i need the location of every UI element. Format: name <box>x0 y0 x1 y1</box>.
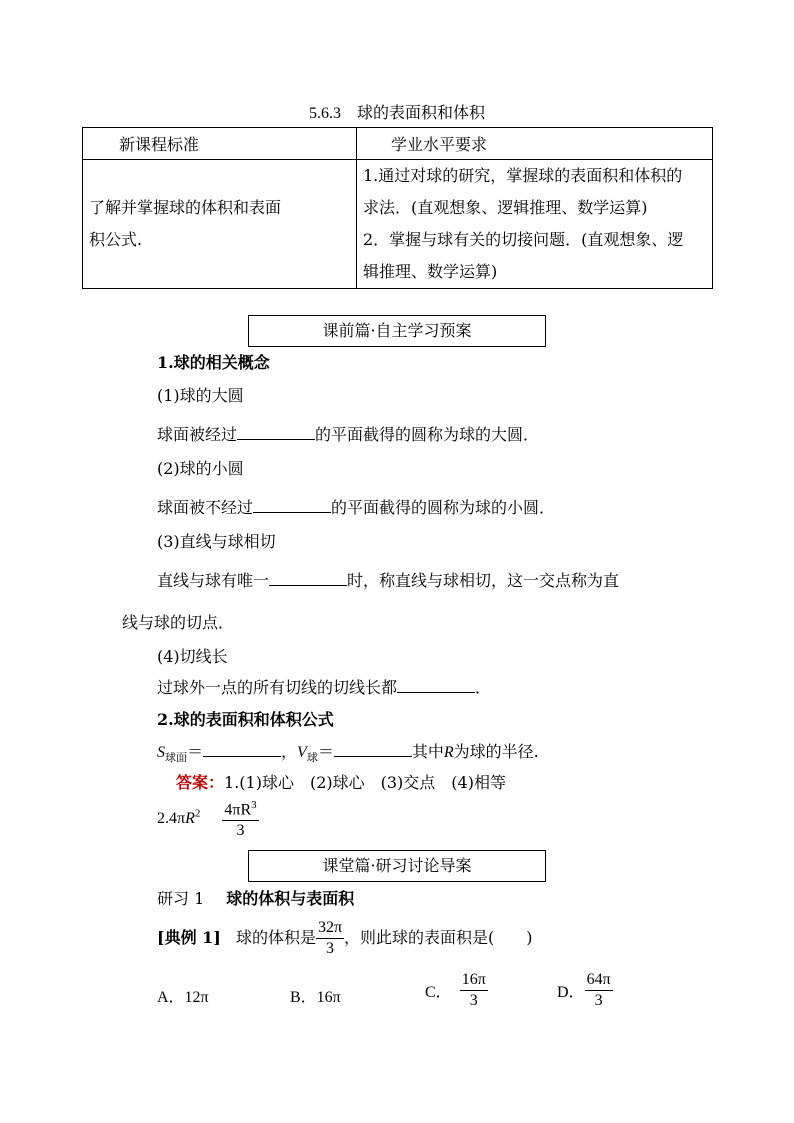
study-heading: 研习 1 球的体积与表面积 <box>157 889 355 908</box>
para-small-circle: 球面被不经过 的平面截得的圆称为球的小圆． <box>157 498 556 517</box>
heading-formulas: 2.球的表面积和体积公式 <box>157 710 334 729</box>
answer-formulas: $2.4\pi R^2$ $\frac{4\pi R^3}{3}$ <box>157 795 259 841</box>
label-small-circle: (2)球的小圆 <box>157 459 244 478</box>
example-question: [典例 1] 球的体积是 $\frac{32\pi}{3}$ ，则此球的表面积是( ) <box>157 919 533 957</box>
option-c: C． $\frac{16\pi}{3}$ <box>425 971 486 1009</box>
fill-blank <box>334 742 412 757</box>
para-tangent-length: 过球外一点的所有切线的切线长都 ． <box>157 678 492 697</box>
table-header-requirement: 学业水平要求 <box>357 128 713 160</box>
answer-line: 答案：1.(1)球心 (2)球心 (3)交点 (4)相等 <box>176 773 506 792</box>
heading-sphere-concepts: 1.球的相关概念 <box>157 353 270 372</box>
option-a: A．12π <box>157 989 209 1006</box>
para-tangent-line: 直线与球有唯一 时，称直线与球相切，这一交点称为直 <box>157 571 620 590</box>
table-cell-standard: 了解并掌握球的体积和表面 积公式. <box>83 160 357 289</box>
option-b: B．16π <box>290 989 341 1006</box>
table-cell-requirement: 1.通过对球的研究，掌握球的表面积和体积的 求法．(直观想象、逻辑推理、数学运算) 2．掌握与球有关的切接问题．(直观想象、逻 辑推理、数学运算) <box>357 160 713 289</box>
label-tangent-length: (4)切线长 <box>157 647 228 666</box>
standards-table <box>82 127 713 289</box>
fill-blank <box>397 678 475 693</box>
table-header-standard: 新课程标准 <box>83 128 357 160</box>
fill-blank <box>269 571 347 586</box>
fill-blank <box>203 742 281 757</box>
volume-fraction: $\frac{4\pi R^3}{3}$ <box>222 795 258 841</box>
section-title-preview: 课前篇·自主学习预案 <box>248 315 546 347</box>
para-great-circle: 球面被经过 的平面截得的圆称为球的大圆． <box>157 425 540 444</box>
fill-blank <box>253 498 331 513</box>
section-title-classroom: 课堂篇·研习讨论导案 <box>248 850 546 882</box>
label-great-circle: (1)球的大圆 <box>157 386 244 405</box>
fill-blank <box>237 425 315 440</box>
para-tangent-point: 线与球的切点． <box>122 613 235 632</box>
page-title: 5.6.3 球的表面积和体积 <box>308 105 485 122</box>
volume-fraction: $\frac{32\pi}{3}$ <box>317 919 343 957</box>
formula-line: $S_{球面}=$ ，$V_球=$ 其中R为球的半径. <box>157 742 539 765</box>
option-d: D． $\frac{64\pi}{3}$ <box>557 971 611 1009</box>
answer-label: 答案： <box>176 773 225 792</box>
label-tangent-line: (3)直线与球相切 <box>157 532 276 551</box>
